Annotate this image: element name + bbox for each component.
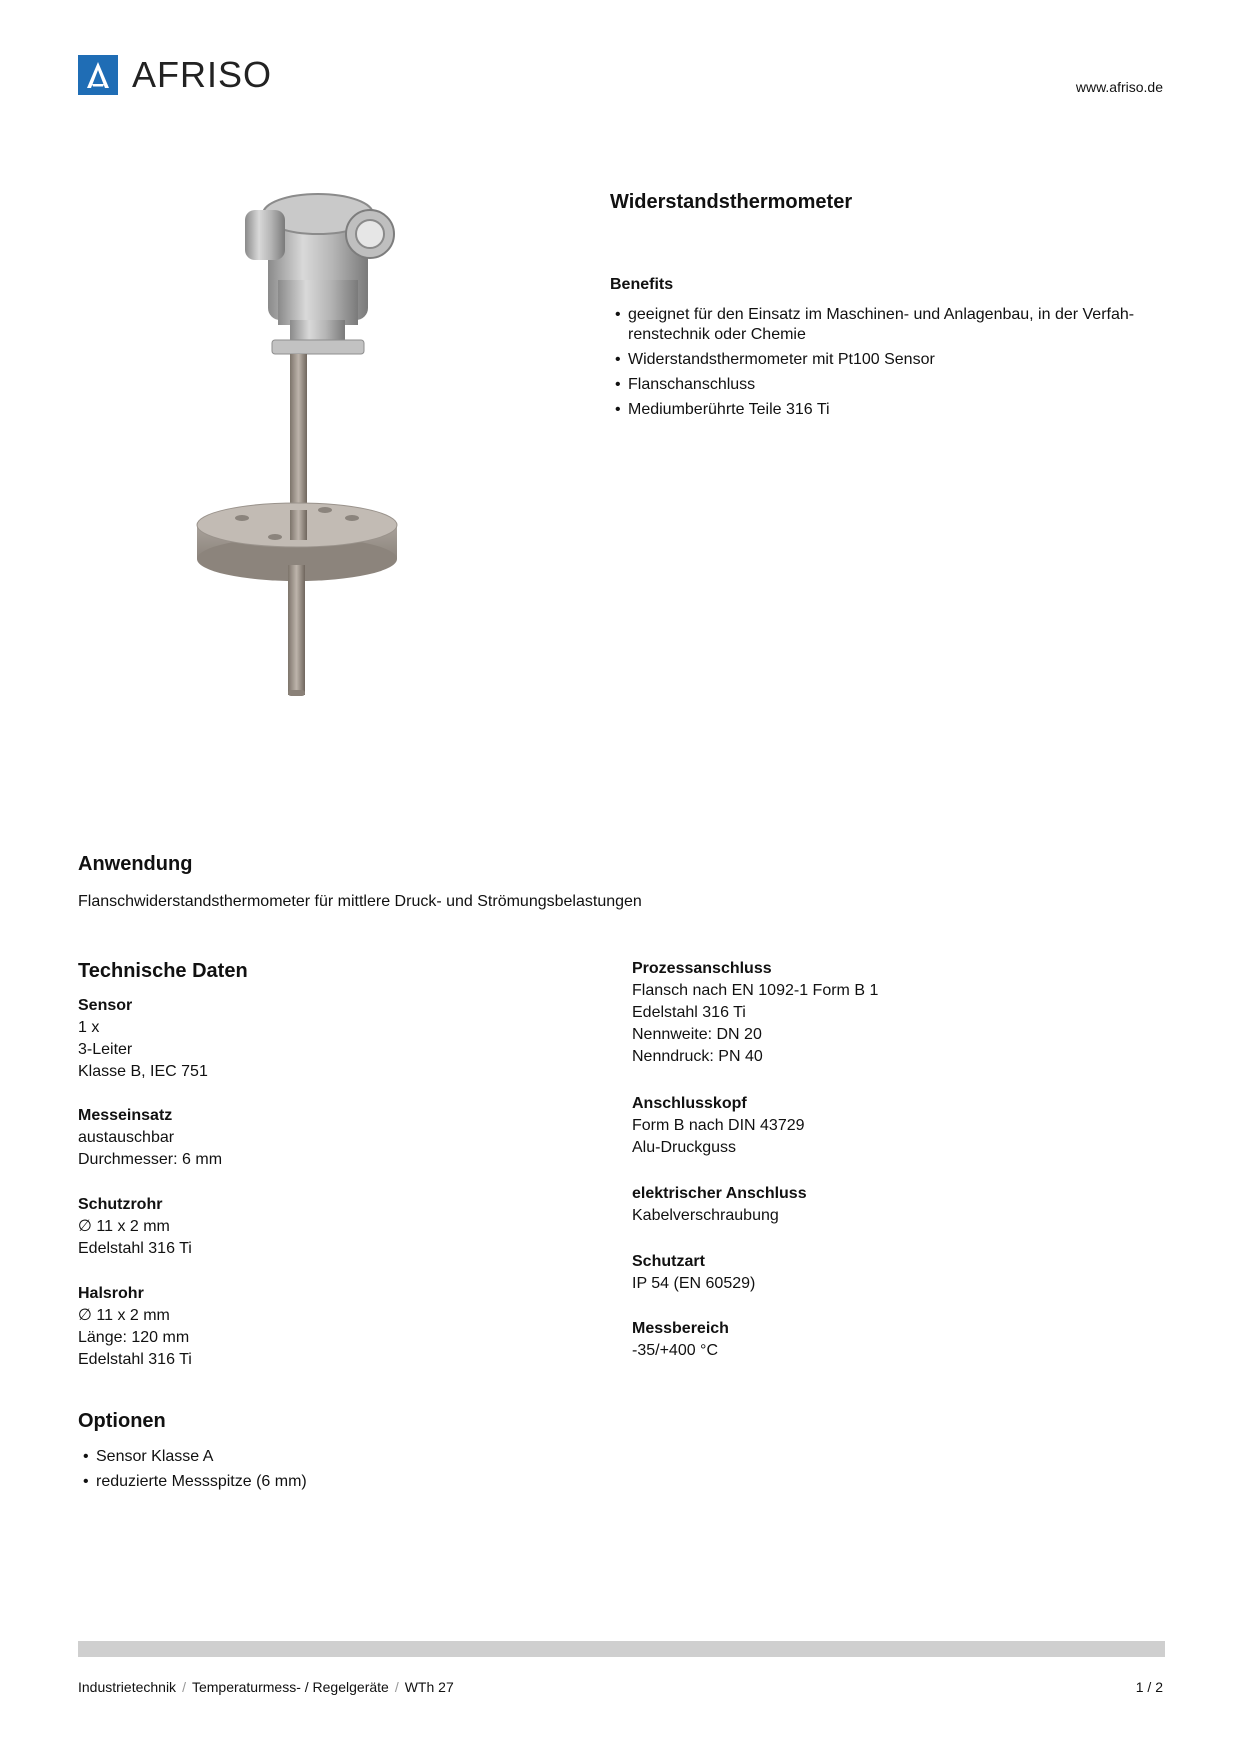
spec-label: elektrischer Anschluss (632, 1185, 807, 1202)
spec-messbereich (632, 1318, 1112, 1362)
afriso-logo-mark-icon (78, 55, 118, 95)
spec-schutzrohr (78, 1194, 558, 1260)
breadcrumb-separator: / (394, 1679, 399, 1695)
breadcrumb-separator: / (182, 1679, 186, 1695)
benefit-item: • Flanschanschluss (610, 375, 1170, 395)
spec-value: Durchmesser: 6 mm (78, 1151, 223, 1168)
breadcrumb-item[interactable]: Temperaturmess- / Regelgeräte (191, 1679, 389, 1695)
spec-value: ∅ 11 x 2 mm (78, 1218, 170, 1235)
application-heading: Anwendung (78, 853, 193, 875)
spec-value: ∅ 11 x 2 mm (78, 1307, 170, 1324)
benefit-item: • Mediumberührte Teile 316 Ti (610, 400, 1170, 420)
spec-value: Edelstahl 316 Ti (78, 1351, 192, 1368)
benefit-item: • Widerstandsthermometer mit Pt100 Sensor (610, 350, 1170, 370)
spec-value: Edelstahl 316 Ti (78, 1240, 192, 1257)
spec-value: 1 x (78, 1019, 100, 1036)
spec-sensor (78, 995, 558, 1083)
spec-value: Flansch nach EN 1092-1 Form B 1 (632, 982, 879, 999)
afriso-logo (78, 55, 272, 95)
option-item: • reduzierte Messspitze (6 mm) (78, 1472, 307, 1492)
application-text: Flanschwiderstandsthermometer für mittlere Druck- und Strömungsbelastungen (78, 893, 642, 910)
spec-messeinsatz (78, 1105, 558, 1171)
spec-value: austauschbar (78, 1129, 175, 1146)
logo-wordmark: AFRISO (132, 54, 273, 95)
breadcrumb (78, 1679, 454, 1695)
benefit-item: • geeignet für den Einsatz im Maschinen- und Anlagenbau, in der Verfah-renstechnik oder Chemie (610, 305, 1170, 345)
spec-prozessanschluss (632, 958, 1112, 1068)
product-title: Widerstandsthermometer (610, 191, 853, 213)
spec-label: Schutzart (632, 1253, 705, 1270)
spec-value: Klasse B, IEC 751 (78, 1063, 208, 1080)
spec-value: -35/+400 °C (632, 1342, 719, 1359)
benefits-heading: Benefits (610, 276, 674, 293)
spec-value: IP 54 (EN 60529) (632, 1275, 756, 1292)
spec-value: Form B nach DIN 43729 (632, 1117, 805, 1134)
spec-label: Prozessanschluss (632, 960, 772, 977)
spec-label: Sensor (78, 997, 133, 1014)
breadcrumb-item[interactable]: Industrietechnik (78, 1679, 177, 1695)
footer-divider-bar (78, 1641, 1165, 1657)
spec-value: Edelstahl 316 Ti (632, 1004, 746, 1021)
spec-value: Nennweite: DN 20 (632, 1026, 762, 1043)
page-number: 1 / 2 (1135, 1679, 1163, 1695)
options-heading: Optionen (78, 1410, 166, 1432)
spec-value: Nenndruck: PN 40 (632, 1048, 763, 1065)
spec-value: Alu-Druckguss (632, 1139, 737, 1156)
spec-halsrohr (78, 1283, 558, 1371)
website-link[interactable]: www.afriso.de (1075, 79, 1163, 95)
benefits-list (610, 305, 1170, 425)
spec-label: Schutzrohr (78, 1196, 163, 1213)
spec-value: Länge: 120 mm (78, 1329, 190, 1346)
spec-label: Messeinsatz (78, 1107, 173, 1124)
spec-label: Anschlusskopf (632, 1095, 747, 1112)
spec-anschlusskopf (632, 1093, 1112, 1159)
option-item: • Sensor Klasse A (78, 1447, 307, 1467)
spec-label: Halsrohr (78, 1285, 144, 1302)
spec-value: 3-Leiter (78, 1041, 133, 1058)
options-list (78, 1447, 307, 1497)
spec-elektrischer-anschluss (632, 1183, 1112, 1227)
product-photo (180, 180, 480, 800)
spec-value: Kabelverschraubung (632, 1207, 779, 1224)
thermometer-photo-icon (180, 180, 480, 800)
spec-schutzart (632, 1251, 1112, 1295)
technical-heading: Technische Daten (78, 960, 248, 982)
breadcrumb-item: WTh 27 (404, 1679, 454, 1695)
spec-label: Messbereich (632, 1320, 729, 1337)
